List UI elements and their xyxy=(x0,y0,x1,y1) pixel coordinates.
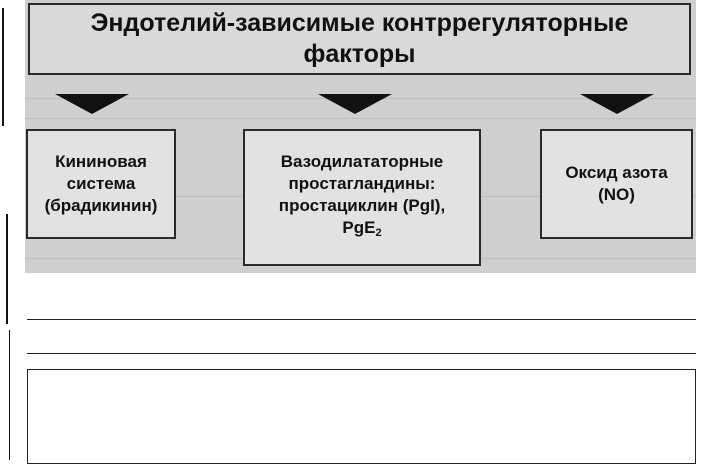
ruled-line-2 xyxy=(27,353,696,354)
arrow-to-prostaglandins xyxy=(318,94,392,114)
diagram-panel xyxy=(25,0,696,273)
kinin-system-box xyxy=(26,129,176,239)
empty-answer-frame xyxy=(27,369,696,464)
arrow-to-nitric-oxide xyxy=(580,94,654,114)
pge-main: PgE xyxy=(342,218,376,237)
ruled-line-1 xyxy=(27,319,696,320)
prostaglandins-line-3: простациклин (PgI), xyxy=(278,196,446,215)
nitric-oxide-box xyxy=(540,129,693,239)
nitric-oxide-line-2: (NO) xyxy=(598,185,635,204)
left-margin-mark-top xyxy=(2,8,4,126)
left-margin-mark-lower xyxy=(9,330,10,460)
diagram-title: Эндотелий-зависимые контррегуляторные факторы xyxy=(90,9,629,68)
left-margin-mark-bottom xyxy=(6,214,8,324)
nitric-oxide-line-1: Оксид азота xyxy=(565,163,668,182)
kinin-line-1: Кининовая xyxy=(55,152,147,171)
prostaglandins-line-4 xyxy=(279,217,445,244)
prostaglandins-line-1: Вазодилататорные xyxy=(280,152,444,171)
prostaglandins-box xyxy=(243,129,481,266)
kinin-line-3: (брадикинин) xyxy=(44,196,158,215)
pge-subscript: 2 xyxy=(375,227,382,239)
arrow-to-kinin xyxy=(55,94,129,114)
kinin-line-2: система xyxy=(66,174,136,193)
diagram-title-box xyxy=(28,3,691,75)
prostaglandins-line-2: простагландины: xyxy=(288,174,436,193)
